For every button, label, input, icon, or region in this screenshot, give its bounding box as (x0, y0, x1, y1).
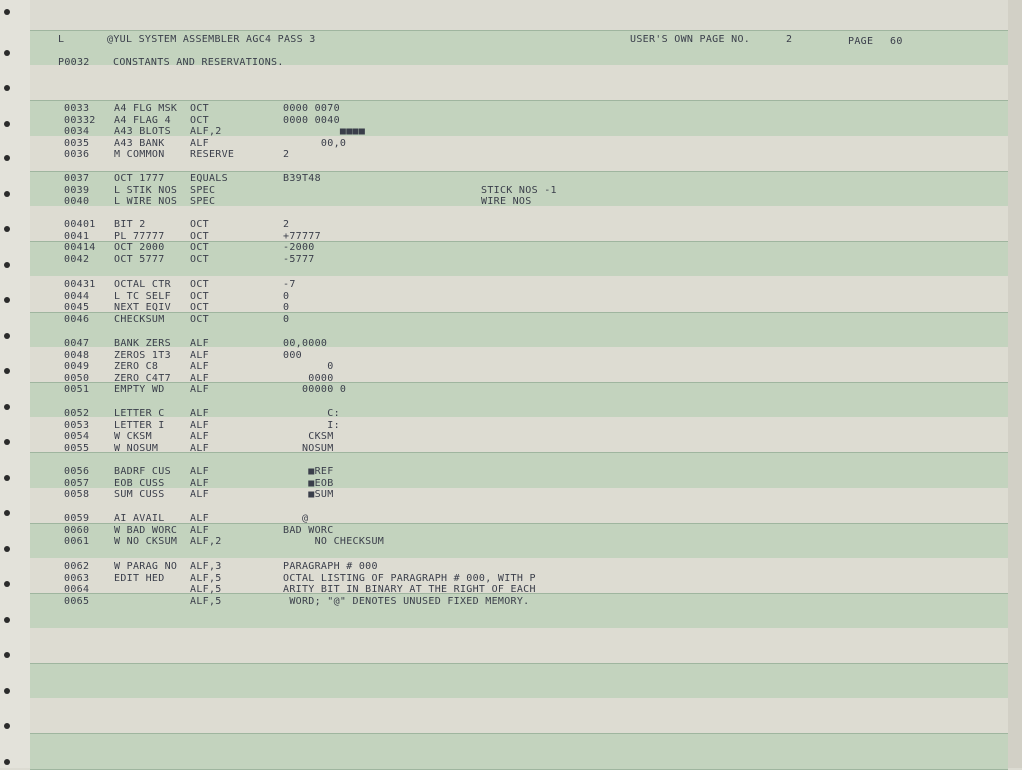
operand-field: 0 (283, 313, 290, 325)
greenbar-band (30, 65, 1008, 102)
sprocket-hole (4, 652, 10, 658)
label-field: L WIRE NOS (114, 196, 178, 207)
sprocket-hole (4, 581, 10, 587)
opcode-field: RESERVE (190, 149, 235, 160)
label-field: EOB CUSS (114, 477, 165, 489)
sprocket-hole (4, 510, 10, 516)
sprocket-hole (4, 404, 10, 410)
greenbar-band (30, 241, 1008, 278)
label-field: LETTER C (114, 408, 165, 419)
operand-field: 00,0000 (283, 338, 328, 349)
opcode-field: OCT (190, 253, 209, 265)
line-number: 0060 (64, 524, 90, 536)
label-field: W NO CKSUM (114, 536, 178, 547)
operand-field: 00,0 (283, 137, 347, 149)
operand-field: @ (283, 513, 309, 524)
greenbar-band (30, 347, 1008, 384)
greenbar-band (30, 312, 1008, 349)
operand-field: 2 (283, 219, 290, 230)
greenbar-band (30, 452, 1008, 489)
operand-field: ■REF (283, 466, 334, 477)
operand-field: -5777 (283, 253, 315, 265)
line-number: 0036 (64, 149, 90, 160)
line-number: 0046 (64, 313, 90, 325)
opcode-field: ALF (190, 408, 209, 419)
label-field: A4 FLG MSK (114, 103, 178, 114)
opcode-field: ALF (190, 431, 209, 442)
page-number: 60 (890, 36, 903, 47)
opcode-field: ALF (190, 372, 209, 384)
label-field: BANK ZERS (114, 338, 171, 349)
label-field: M COMMON (114, 149, 165, 160)
sprocket-hole (4, 226, 10, 232)
greenbar-band (30, 733, 1008, 770)
opcode-field: ALF (190, 524, 209, 536)
line-number: 0055 (64, 442, 90, 454)
operand-field: 0000 (283, 372, 334, 384)
label-field: EMPTY WD (114, 384, 165, 395)
opcode-field: OCT (190, 279, 209, 290)
operand-field: CKSM (283, 431, 334, 442)
opcode-field: ALF (190, 361, 209, 372)
opcode-field: ALF,5 (190, 572, 222, 584)
line-number: 0042 (64, 253, 90, 265)
line-number: 0054 (64, 431, 90, 442)
greenbar-band (30, 136, 1008, 173)
sprocket-hole (4, 688, 10, 694)
opcode-field: OCT (190, 290, 209, 302)
greenbar-band (30, 276, 1008, 313)
comment-field: STICK NOS -1 (481, 184, 557, 196)
label-field: ZERO C4T7 (114, 372, 171, 384)
operand-field: BAD WORC (283, 524, 334, 536)
label-field: OCT 5777 (114, 253, 165, 265)
greenbar-band (30, 417, 1008, 454)
line-number: 0053 (64, 419, 90, 431)
label-field: PL 77777 (114, 230, 165, 242)
greenbar-band (30, 382, 1008, 419)
operand-field: 0 (283, 361, 334, 372)
operand-field: 0000 0040 (283, 114, 340, 126)
label-field: W NOSUM (114, 442, 159, 454)
label-field: A4 FLAG 4 (114, 114, 171, 126)
label-field: W BAD WORC (114, 524, 178, 536)
opcode-field: ALF (190, 419, 209, 431)
opcode-field: ALF,2 (190, 536, 222, 547)
operand-field: -2000 (283, 242, 315, 253)
sprocket-hole (4, 368, 10, 374)
opcode-field: ALF (190, 137, 209, 149)
operand-field: 0000 0070 (283, 103, 340, 114)
sprocket-hole (4, 50, 10, 56)
page-label: PAGE (848, 36, 874, 47)
line-number: 0034 (64, 126, 90, 137)
operand-field: ARITY BIT IN BINARY AT THE RIGHT OF EACH (283, 584, 536, 595)
operand-field: OCTAL LISTING OF PARAGRAPH # 000, WITH P (283, 572, 536, 584)
header-column-l: L (58, 34, 65, 45)
line-number: 0044 (64, 290, 90, 302)
opcode-field: OCT (190, 230, 209, 242)
sprocket-hole (4, 546, 10, 552)
opcode-field: OCT (190, 219, 209, 230)
opcode-field: ALF (190, 384, 209, 395)
opcode-field: ALF,3 (190, 561, 222, 572)
line-number: 0058 (64, 489, 90, 500)
sprocket-hole (4, 723, 10, 729)
opcode-field: OCT (190, 313, 209, 325)
opcode-field: ALF (190, 477, 209, 489)
opcode-field: ALF,5 (190, 595, 222, 607)
greenbar-band (30, 628, 1008, 665)
opcode-field: OCT (190, 103, 209, 114)
line-number: 0048 (64, 349, 90, 361)
user-page-number: 2 (786, 34, 793, 45)
line-number: 0065 (64, 595, 90, 607)
opcode-field: OCT (190, 242, 209, 253)
sprocket-hole (4, 759, 10, 765)
label-field: W PARAG NO (114, 561, 178, 572)
operand-field: -7 (283, 279, 296, 290)
operand-field: NO CHECKSUM (283, 536, 385, 547)
sprocket-hole (4, 191, 10, 197)
label-field: CHECKSUM (114, 313, 165, 325)
greenbar-band (30, 488, 1008, 525)
opcode-field: ALF (190, 442, 209, 454)
label-field: L TC SELF (114, 290, 171, 302)
label-field: A43 BLOTS (114, 126, 171, 137)
line-number: 0052 (64, 408, 90, 419)
line-number: 0050 (64, 372, 90, 384)
line-number: 00332 (64, 114, 96, 126)
opcode-field: ALF,5 (190, 584, 222, 595)
label-field: ZEROS 1T3 (114, 349, 171, 361)
operand-field: ■SUM (283, 489, 334, 500)
sprocket-hole (4, 297, 10, 303)
line-number: 0040 (64, 196, 90, 207)
label-field: L STIK NOS (114, 184, 178, 196)
opcode-field: ALF,2 (190, 126, 222, 137)
sprocket-hole (4, 121, 10, 127)
line-number: 0057 (64, 477, 90, 489)
opcode-field: EQUALS (190, 173, 228, 184)
line-number: 0063 (64, 572, 90, 584)
opcode-field: OCT (190, 114, 209, 126)
comment-field: WIRE NOS (481, 196, 532, 207)
label-field: SUM CUSS (114, 489, 165, 500)
section-number: P0032 (58, 57, 90, 68)
label-field: EDIT HED (114, 572, 165, 584)
line-number: 00401 (64, 219, 96, 230)
operand-field: 0 (283, 302, 290, 313)
operand-field: ■■■■ (283, 126, 366, 137)
section-title: CONSTANTS AND RESERVATIONS. (113, 57, 284, 68)
opcode-field: SPEC (190, 196, 216, 207)
label-field: OCTAL CTR (114, 279, 171, 290)
line-number: 0041 (64, 230, 90, 242)
line-number: 0037 (64, 173, 90, 184)
line-number: 0047 (64, 338, 90, 349)
label-field: NEXT EQIV (114, 302, 171, 313)
line-number: 0045 (64, 302, 90, 313)
line-number: 0051 (64, 384, 90, 395)
sprocket-hole (4, 155, 10, 161)
sprocket-hole (4, 262, 10, 268)
operand-field: 00000 0 (283, 384, 347, 395)
line-number: 0062 (64, 561, 90, 572)
label-field: BADRF CUS (114, 466, 171, 477)
line-number: 0059 (64, 513, 90, 524)
label-field: W CKSM (114, 431, 152, 442)
sprocket-hole (4, 617, 10, 623)
greenbar-band (30, 206, 1008, 243)
label-field: OCT 1777 (114, 173, 165, 184)
operand-field: NOSUM (283, 442, 334, 454)
line-number: 0033 (64, 103, 90, 114)
opcode-field: ALF (190, 466, 209, 477)
label-field: ZERO C8 (114, 361, 159, 372)
line-number: 0049 (64, 361, 90, 372)
label-field: OCT 2000 (114, 242, 165, 253)
operand-field: 000 (283, 349, 302, 361)
greenbar-band (30, 663, 1008, 700)
line-number: 0056 (64, 466, 90, 477)
operand-field: B39T48 (283, 173, 321, 184)
line-number: 00414 (64, 242, 96, 253)
operand-field: C: (283, 408, 340, 419)
operand-field: 2 (283, 149, 290, 160)
opcode-field: ALF (190, 349, 209, 361)
operand-field: I: (283, 419, 340, 431)
opcode-field: OCT (190, 302, 209, 313)
opcode-field: ALF (190, 513, 209, 524)
sprocket-hole (4, 475, 10, 481)
opcode-field: ALF (190, 338, 209, 349)
greenbar-band (30, 698, 1008, 735)
label-field: AI AVAIL (114, 513, 165, 524)
operand-field: 0 (283, 290, 290, 302)
opcode-field: ALF (190, 489, 209, 500)
operand-field: +77777 (283, 230, 321, 242)
line-number: 0064 (64, 584, 90, 595)
opcode-field: SPEC (190, 184, 216, 196)
sprocket-hole (4, 85, 10, 91)
label-field: BIT 2 (114, 219, 146, 230)
line-number: 0061 (64, 536, 90, 547)
operand-field: ■EOB (283, 477, 334, 489)
line-number: 00431 (64, 279, 96, 290)
line-number: 0035 (64, 137, 90, 149)
operand-field: PARAGRAPH # 000 (283, 561, 378, 572)
sprocket-hole (4, 9, 10, 15)
line-number: 0039 (64, 184, 90, 196)
operand-field: WORD; "@" DENOTES UNUSED FIXED MEMORY. (283, 595, 530, 607)
label-field: A43 BANK (114, 137, 165, 149)
label-field: LETTER I (114, 419, 165, 431)
header-title: @YUL SYSTEM ASSEMBLER AGC4 PASS 3 (107, 34, 316, 45)
user-page-label: USER'S OWN PAGE NO. (630, 34, 751, 45)
sprocket-hole (4, 333, 10, 339)
sprocket-hole (4, 439, 10, 445)
right-edge (1008, 0, 1022, 768)
